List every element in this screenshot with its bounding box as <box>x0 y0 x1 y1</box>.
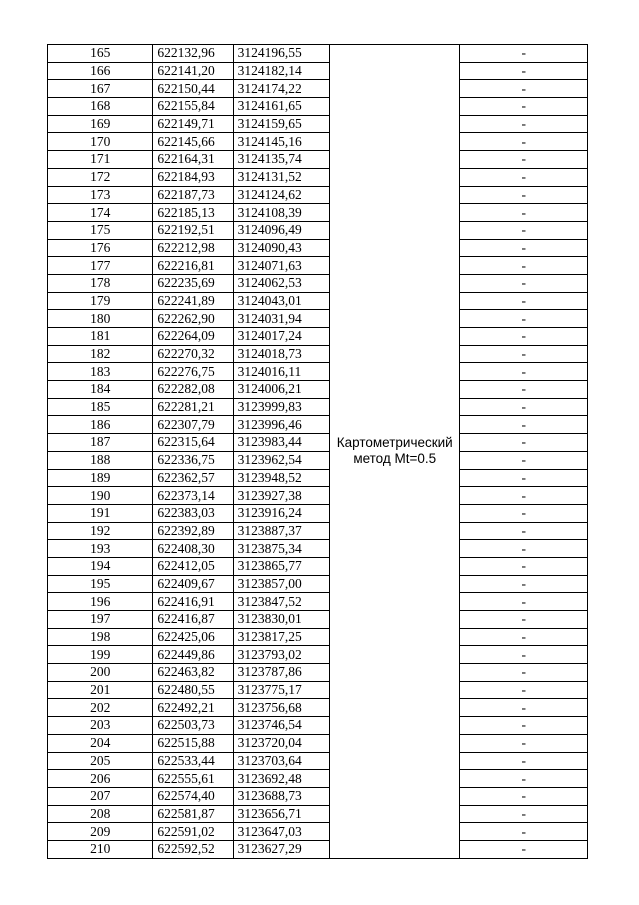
point-number-cell: 197 <box>48 611 153 629</box>
x-coordinate-cell: 622307,79 <box>153 416 233 434</box>
note-cell: - <box>460 115 588 133</box>
y-coordinate-cell: 3123887,37 <box>233 522 329 540</box>
x-coordinate-cell: 622262,90 <box>153 310 233 328</box>
point-number-cell: 189 <box>48 469 153 487</box>
point-number-cell: 167 <box>48 80 153 98</box>
x-coordinate-cell: 622145,66 <box>153 133 233 151</box>
point-number-cell: 195 <box>48 575 153 593</box>
x-coordinate-cell: 622373,14 <box>153 487 233 505</box>
note-cell: - <box>460 274 588 292</box>
table-row <box>48 522 588 540</box>
x-coordinate-cell: 622425,06 <box>153 628 233 646</box>
x-coordinate-cell: 622362,57 <box>153 469 233 487</box>
note-cell: - <box>460 611 588 629</box>
table-row <box>48 310 588 328</box>
note-cell: - <box>460 98 588 116</box>
x-coordinate-cell: 622241,89 <box>153 292 233 310</box>
x-coordinate-cell: 622141,20 <box>153 62 233 80</box>
x-coordinate-cell: 622408,30 <box>153 540 233 558</box>
point-number-cell: 175 <box>48 221 153 239</box>
table-row <box>48 451 588 469</box>
table-row <box>48 398 588 416</box>
method-line-1: Картометрический <box>336 435 453 451</box>
table-row <box>48 221 588 239</box>
point-number-cell: 172 <box>48 168 153 186</box>
y-coordinate-cell: 3124018,73 <box>233 345 329 363</box>
x-coordinate-cell: 622184,93 <box>153 168 233 186</box>
x-coordinate-cell: 622416,87 <box>153 611 233 629</box>
y-coordinate-cell: 3124124,62 <box>233 186 329 204</box>
note-cell: - <box>460 168 588 186</box>
x-coordinate-cell: 622235,69 <box>153 274 233 292</box>
x-coordinate-cell: 622149,71 <box>153 115 233 133</box>
note-cell: - <box>460 451 588 469</box>
y-coordinate-cell: 3124196,55 <box>233 45 329 63</box>
y-coordinate-cell: 3123996,46 <box>233 416 329 434</box>
point-number-cell: 194 <box>48 557 153 575</box>
note-cell: - <box>460 133 588 151</box>
y-coordinate-cell: 3124090,43 <box>233 239 329 257</box>
note-cell: - <box>460 398 588 416</box>
point-number-cell: 190 <box>48 487 153 505</box>
y-coordinate-cell: 3123692,48 <box>233 770 329 788</box>
point-number-cell: 192 <box>48 522 153 540</box>
note-cell: - <box>460 557 588 575</box>
y-coordinate-cell: 3124006,21 <box>233 381 329 399</box>
y-coordinate-cell: 3124016,11 <box>233 363 329 381</box>
note-cell: - <box>460 699 588 717</box>
x-coordinate-cell: 622216,81 <box>153 257 233 275</box>
note-cell: - <box>460 345 588 363</box>
x-coordinate-cell: 622155,84 <box>153 98 233 116</box>
table-row <box>48 628 588 646</box>
point-number-cell: 176 <box>48 239 153 257</box>
point-number-cell: 184 <box>48 381 153 399</box>
y-coordinate-cell: 3124017,24 <box>233 328 329 346</box>
note-cell: - <box>460 45 588 63</box>
point-number-cell: 183 <box>48 363 153 381</box>
x-coordinate-cell: 622132,96 <box>153 45 233 63</box>
note-cell: - <box>460 593 588 611</box>
table-row <box>48 239 588 257</box>
table-row <box>48 381 588 399</box>
y-coordinate-cell: 3123847,52 <box>233 593 329 611</box>
note-cell: - <box>460 204 588 222</box>
x-coordinate-cell: 622591,02 <box>153 823 233 841</box>
point-number-cell: 203 <box>48 717 153 735</box>
table-row <box>48 62 588 80</box>
note-cell: - <box>460 628 588 646</box>
point-number-cell: 169 <box>48 115 153 133</box>
point-number-cell: 168 <box>48 98 153 116</box>
table-row <box>48 45 588 63</box>
note-cell: - <box>460 62 588 80</box>
table-row <box>48 133 588 151</box>
note-cell: - <box>460 752 588 770</box>
point-number-cell: 171 <box>48 151 153 169</box>
point-number-cell: 208 <box>48 805 153 823</box>
point-number-cell: 165 <box>48 45 153 63</box>
table-row <box>48 469 588 487</box>
note-cell: - <box>460 575 588 593</box>
y-coordinate-cell: 3123962,54 <box>233 451 329 469</box>
table-row <box>48 434 588 452</box>
y-coordinate-cell: 3123627,29 <box>233 840 329 858</box>
note-cell: - <box>460 540 588 558</box>
y-coordinate-cell: 3124108,39 <box>233 204 329 222</box>
note-cell: - <box>460 151 588 169</box>
y-coordinate-cell: 3124135,74 <box>233 151 329 169</box>
coordinates-table <box>47 44 588 859</box>
table-row <box>48 575 588 593</box>
y-coordinate-cell: 3123817,25 <box>233 628 329 646</box>
point-number-cell: 177 <box>48 257 153 275</box>
y-coordinate-cell: 3123948,52 <box>233 469 329 487</box>
note-cell: - <box>460 823 588 841</box>
note-cell: - <box>460 292 588 310</box>
note-cell: - <box>460 681 588 699</box>
x-coordinate-cell: 622416,91 <box>153 593 233 611</box>
table-row <box>48 80 588 98</box>
y-coordinate-cell: 3124159,65 <box>233 115 329 133</box>
note-cell: - <box>460 770 588 788</box>
point-number-cell: 198 <box>48 628 153 646</box>
point-number-cell: 202 <box>48 699 153 717</box>
note-cell: - <box>460 310 588 328</box>
table-row <box>48 274 588 292</box>
y-coordinate-cell: 3123830,01 <box>233 611 329 629</box>
x-coordinate-cell: 622315,64 <box>153 434 233 452</box>
table-row <box>48 151 588 169</box>
y-coordinate-cell: 3124174,22 <box>233 80 329 98</box>
y-coordinate-cell: 3124096,49 <box>233 221 329 239</box>
y-coordinate-cell: 3124182,14 <box>233 62 329 80</box>
note-cell: - <box>460 469 588 487</box>
x-coordinate-cell: 622409,67 <box>153 575 233 593</box>
table-row <box>48 611 588 629</box>
y-coordinate-cell: 3123875,34 <box>233 540 329 558</box>
x-coordinate-cell: 622264,09 <box>153 328 233 346</box>
table-row <box>48 186 588 204</box>
point-number-cell: 201 <box>48 681 153 699</box>
point-number-cell: 180 <box>48 310 153 328</box>
y-coordinate-cell: 3124131,52 <box>233 168 329 186</box>
y-coordinate-cell: 3123656,71 <box>233 805 329 823</box>
y-coordinate-cell: 3123688,73 <box>233 787 329 805</box>
note-cell: - <box>460 734 588 752</box>
point-number-cell: 170 <box>48 133 153 151</box>
x-coordinate-cell: 622503,73 <box>153 717 233 735</box>
note-cell: - <box>460 805 588 823</box>
y-coordinate-cell: 3123865,77 <box>233 557 329 575</box>
y-coordinate-cell: 3124062,53 <box>233 274 329 292</box>
y-coordinate-cell: 3124071,63 <box>233 257 329 275</box>
x-coordinate-cell: 622533,44 <box>153 752 233 770</box>
table-row <box>48 699 588 717</box>
table-row <box>48 363 588 381</box>
point-number-cell: 200 <box>48 664 153 682</box>
table-row <box>48 98 588 116</box>
point-number-cell: 205 <box>48 752 153 770</box>
point-number-cell: 207 <box>48 787 153 805</box>
x-coordinate-cell: 622276,75 <box>153 363 233 381</box>
x-coordinate-cell: 622555,61 <box>153 770 233 788</box>
note-cell: - <box>460 504 588 522</box>
y-coordinate-cell: 3123857,00 <box>233 575 329 593</box>
method-cell <box>330 45 460 859</box>
note-cell: - <box>460 717 588 735</box>
x-coordinate-cell: 622212,98 <box>153 239 233 257</box>
point-number-cell: 181 <box>48 328 153 346</box>
table-row <box>48 557 588 575</box>
x-coordinate-cell: 622164,31 <box>153 151 233 169</box>
y-coordinate-cell: 3123793,02 <box>233 646 329 664</box>
x-coordinate-cell: 622383,03 <box>153 504 233 522</box>
x-coordinate-cell: 622281,21 <box>153 398 233 416</box>
point-number-cell: 191 <box>48 504 153 522</box>
y-coordinate-cell: 3123999,83 <box>233 398 329 416</box>
point-number-cell: 186 <box>48 416 153 434</box>
y-coordinate-cell: 3123720,04 <box>233 734 329 752</box>
table-row <box>48 752 588 770</box>
y-coordinate-cell: 3123927,38 <box>233 487 329 505</box>
note-cell: - <box>460 221 588 239</box>
x-coordinate-cell: 622515,88 <box>153 734 233 752</box>
x-coordinate-cell: 622336,75 <box>153 451 233 469</box>
table-row <box>48 823 588 841</box>
point-number-cell: 199 <box>48 646 153 664</box>
note-cell: - <box>460 381 588 399</box>
table-row <box>48 168 588 186</box>
y-coordinate-cell: 3123775,17 <box>233 681 329 699</box>
table-row <box>48 257 588 275</box>
y-coordinate-cell: 3123703,64 <box>233 752 329 770</box>
x-coordinate-cell: 622412,05 <box>153 557 233 575</box>
x-coordinate-cell: 622270,32 <box>153 345 233 363</box>
method-line-2: метод Mt=0.5 <box>353 451 437 467</box>
table-row <box>48 646 588 664</box>
table-row <box>48 540 588 558</box>
x-coordinate-cell: 622492,21 <box>153 699 233 717</box>
point-number-cell: 179 <box>48 292 153 310</box>
note-cell: - <box>460 664 588 682</box>
note-cell: - <box>460 328 588 346</box>
table-row <box>48 416 588 434</box>
table-row <box>48 345 588 363</box>
y-coordinate-cell: 3123647,03 <box>233 823 329 841</box>
table-row <box>48 805 588 823</box>
x-coordinate-cell: 622282,08 <box>153 381 233 399</box>
table-row <box>48 328 588 346</box>
note-cell: - <box>460 487 588 505</box>
table-row <box>48 115 588 133</box>
y-coordinate-cell: 3123787,86 <box>233 664 329 682</box>
y-coordinate-cell: 3124145,16 <box>233 133 329 151</box>
table-row <box>48 504 588 522</box>
x-coordinate-cell: 622574,40 <box>153 787 233 805</box>
point-number-cell: 173 <box>48 186 153 204</box>
y-coordinate-cell: 3123756,68 <box>233 699 329 717</box>
note-cell: - <box>460 787 588 805</box>
note-cell: - <box>460 416 588 434</box>
y-coordinate-cell: 3124031,94 <box>233 310 329 328</box>
point-number-cell: 206 <box>48 770 153 788</box>
table-row <box>48 717 588 735</box>
y-coordinate-cell: 3123916,24 <box>233 504 329 522</box>
note-cell: - <box>460 434 588 452</box>
point-number-cell: 166 <box>48 62 153 80</box>
point-number-cell: 188 <box>48 451 153 469</box>
point-number-cell: 196 <box>48 593 153 611</box>
point-number-cell: 187 <box>48 434 153 452</box>
y-coordinate-cell: 3124043,01 <box>233 292 329 310</box>
note-cell: - <box>460 363 588 381</box>
x-coordinate-cell: 622192,51 <box>153 221 233 239</box>
point-number-cell: 185 <box>48 398 153 416</box>
x-coordinate-cell: 622392,89 <box>153 522 233 540</box>
note-cell: - <box>460 80 588 98</box>
table-row <box>48 593 588 611</box>
x-coordinate-cell: 622185,13 <box>153 204 233 222</box>
point-number-cell: 193 <box>48 540 153 558</box>
note-cell: - <box>460 840 588 858</box>
table-row <box>48 681 588 699</box>
note-cell: - <box>460 186 588 204</box>
table-row <box>48 840 588 858</box>
table-row <box>48 734 588 752</box>
table-row <box>48 787 588 805</box>
x-coordinate-cell: 622463,82 <box>153 664 233 682</box>
note-cell: - <box>460 239 588 257</box>
note-cell: - <box>460 646 588 664</box>
table-row <box>48 487 588 505</box>
x-coordinate-cell: 622581,87 <box>153 805 233 823</box>
y-coordinate-cell: 3124161,65 <box>233 98 329 116</box>
table-row <box>48 664 588 682</box>
point-number-cell: 210 <box>48 840 153 858</box>
y-coordinate-cell: 3123746,54 <box>233 717 329 735</box>
point-number-cell: 204 <box>48 734 153 752</box>
point-number-cell: 174 <box>48 204 153 222</box>
point-number-cell: 178 <box>48 274 153 292</box>
x-coordinate-cell: 622480,55 <box>153 681 233 699</box>
coordinates-table-body <box>48 45 588 859</box>
table-row <box>48 204 588 222</box>
x-coordinate-cell: 622449,86 <box>153 646 233 664</box>
x-coordinate-cell: 622187,73 <box>153 186 233 204</box>
note-cell: - <box>460 522 588 540</box>
x-coordinate-cell: 622592,52 <box>153 840 233 858</box>
table-row <box>48 770 588 788</box>
x-coordinate-cell: 622150,44 <box>153 80 233 98</box>
point-number-cell: 182 <box>48 345 153 363</box>
note-cell: - <box>460 257 588 275</box>
point-number-cell: 209 <box>48 823 153 841</box>
y-coordinate-cell: 3123983,44 <box>233 434 329 452</box>
table-row <box>48 292 588 310</box>
